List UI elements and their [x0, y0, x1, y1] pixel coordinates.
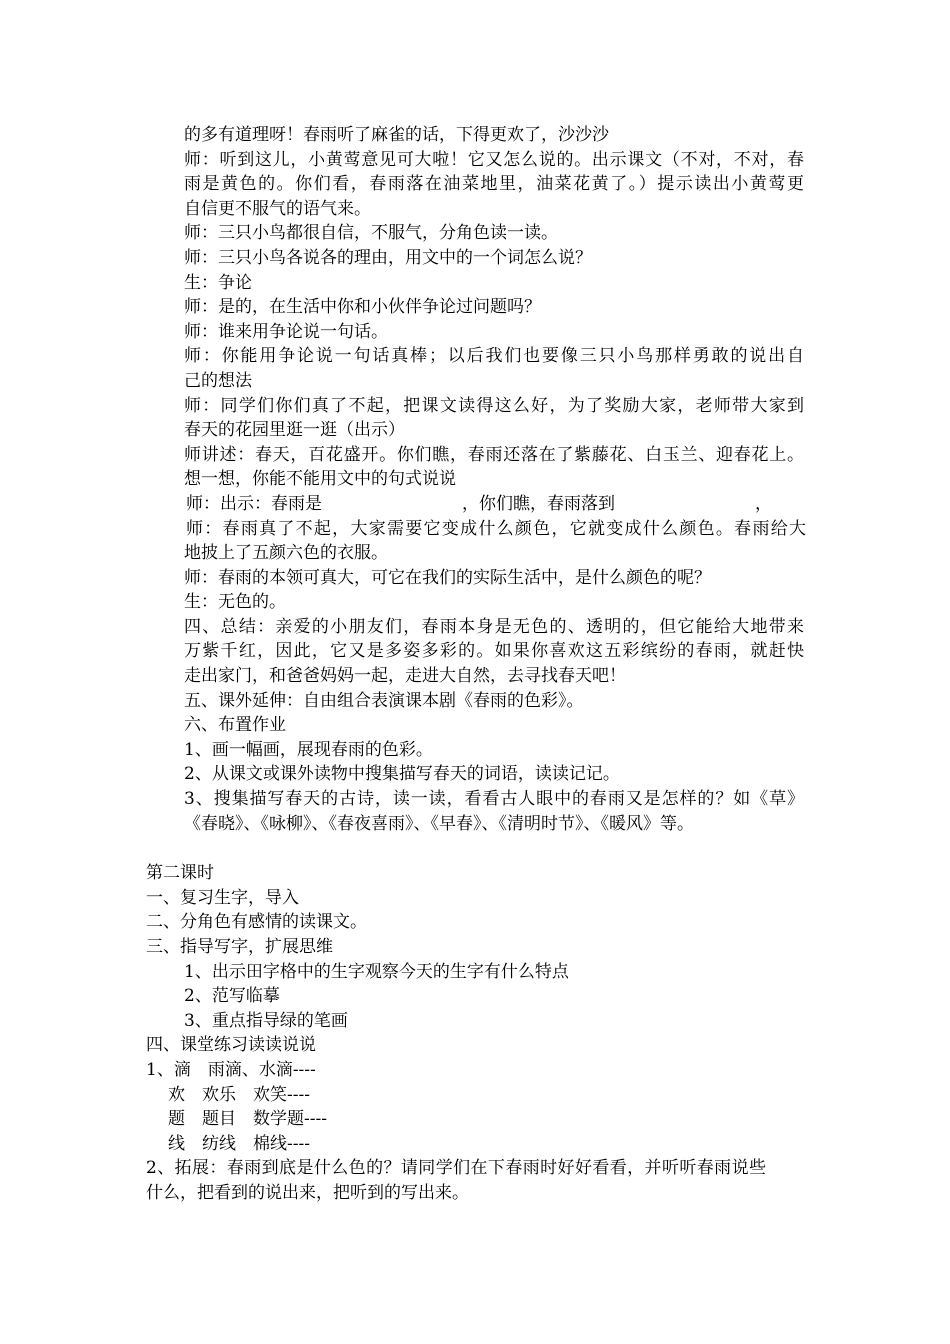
text-line: 师：听到这儿，小黄莺意见可大啦！它又怎么说的。出示课文（不对，不对，春 [184, 149, 804, 170]
text-line: 走出家门，和爸爸妈妈一起，走进大自然，去寻找春天吧！ [184, 666, 626, 687]
text-line: 师：三只小鸟都很自信，不服气，分角色读一读。 [184, 223, 558, 244]
section-title: 第二课时 [146, 863, 214, 884]
word-practice-line: 欢 欢乐 欢笑---- [168, 1084, 310, 1105]
text-line: 师：是的，在生活中你和小伙伴争论过问题吗？ [184, 297, 541, 318]
text-line: 师：春雨的本领可真大，可它在我们的实际生活中，是什么颜色的呢？ [184, 567, 711, 588]
text-line: 什么，把看到的说出来，把听到的写出来。 [146, 1182, 469, 1203]
text-line: 3、重点指导绿的笔画 [184, 1010, 348, 1031]
text-line: 3、搜集描写春天的古诗，读一读，看看古人眼中的春雨又是怎样的？如《草》 [184, 789, 804, 810]
text-line: 五、课外延伸：自由组合表演课本剧《春雨的色彩》。 [184, 690, 584, 711]
text-segment: 师：出示：春雨是 [186, 493, 322, 514]
text-line: 师：三只小鸟各说各的理由，用文中的一个词怎么说？ [184, 247, 592, 268]
text-line: 四、课堂练习读读说说 [146, 1035, 316, 1056]
text-line: 师：同学们你们真了不起，把课文读得这么好，为了奖励大家，老师带大家到 [184, 395, 804, 416]
text-line: 己的想法 [184, 370, 252, 391]
text-line: 《春晓》、《咏柳》、《春夜喜雨》、《早春》、《清明时节》、《暖风》等。 [184, 813, 694, 834]
text-line: 地披上了五颜六色的衣服。 [184, 543, 388, 564]
text-line: 的多有道理呀！春雨听了麻雀的话，下得更欢了，沙沙沙 [184, 125, 609, 145]
text-line: 三、指导写字，扩展思维 [146, 937, 333, 957]
word-practice-line: 题 题目 数学题---- [168, 1109, 327, 1130]
text-line: 1、画一幅画，展现春雨的色彩。 [184, 739, 433, 760]
text-line: 想一想，你能不能用文中的句式说说 [184, 469, 456, 490]
text-line: 2、拓展：春雨到底是什么色的？请同学们在下春雨时好好看看，并听听春雨说些 [146, 1158, 766, 1179]
text-segment: ， [755, 493, 772, 514]
text-line: 2、从课文或课外读物中搜集描写春天的词语，读读记记。 [184, 764, 620, 785]
text-line: 自信更不服气的语气来。 [184, 198, 371, 219]
text-line: 师：春雨真了不起，大家需要它变成什么颜色，它就变成什么颜色。春雨给大 [186, 518, 806, 539]
text-line: 生：无色的。 [184, 592, 286, 613]
text-line: 六、布置作业 [184, 715, 286, 736]
text-line: 万紫千红，因此，它又是多姿多彩的。如果你喜欢这五彩缤纷的春雨，就赶快 [184, 641, 804, 662]
word-practice-line: 线 纺线 棉线---- [168, 1133, 310, 1154]
text-line: 一、复习生字，导入 [146, 887, 299, 908]
word-practice-line: 1、滴 雨滴、水滴---- [146, 1059, 316, 1080]
text-line: 1、出示田字格中的生字观察今天的生字有什么特点 [184, 961, 569, 982]
text-segment: ，你们瞧，春雨落到 [462, 493, 615, 514]
text-line: 师：你能用争论说一句话真棒；以后我们也要像三只小鸟那样勇敢的说出自 [184, 346, 804, 367]
text-line: 2、范写临摹 [184, 986, 280, 1007]
document-body [0, 123, 950, 1206]
text-line: 春天的花园里逛一逛（出示） [184, 420, 405, 441]
text-line: 二、分角色有感情的读课文。 [146, 912, 367, 933]
text-line: 雨是黄色的。你们看，春雨落在油菜地里，油菜花黄了。）提示读出小黄莺更 [184, 174, 804, 195]
paragraph-gap [0, 836, 950, 861]
fill-in-blank-line [186, 492, 950, 517]
text-line: 师讲述：春天，百花盛开。你们瞧，春雨还落在了紫藤花、白玉兰、迎春花上。 [184, 444, 804, 465]
text-line: 师：谁来用争论说一句话。 [184, 321, 388, 342]
text-line: 四、总结：亲爱的小朋友们，春雨本身是无色的、透明的，但它能给大地带来 [184, 616, 804, 637]
text-line: 生：争论 [184, 272, 252, 293]
